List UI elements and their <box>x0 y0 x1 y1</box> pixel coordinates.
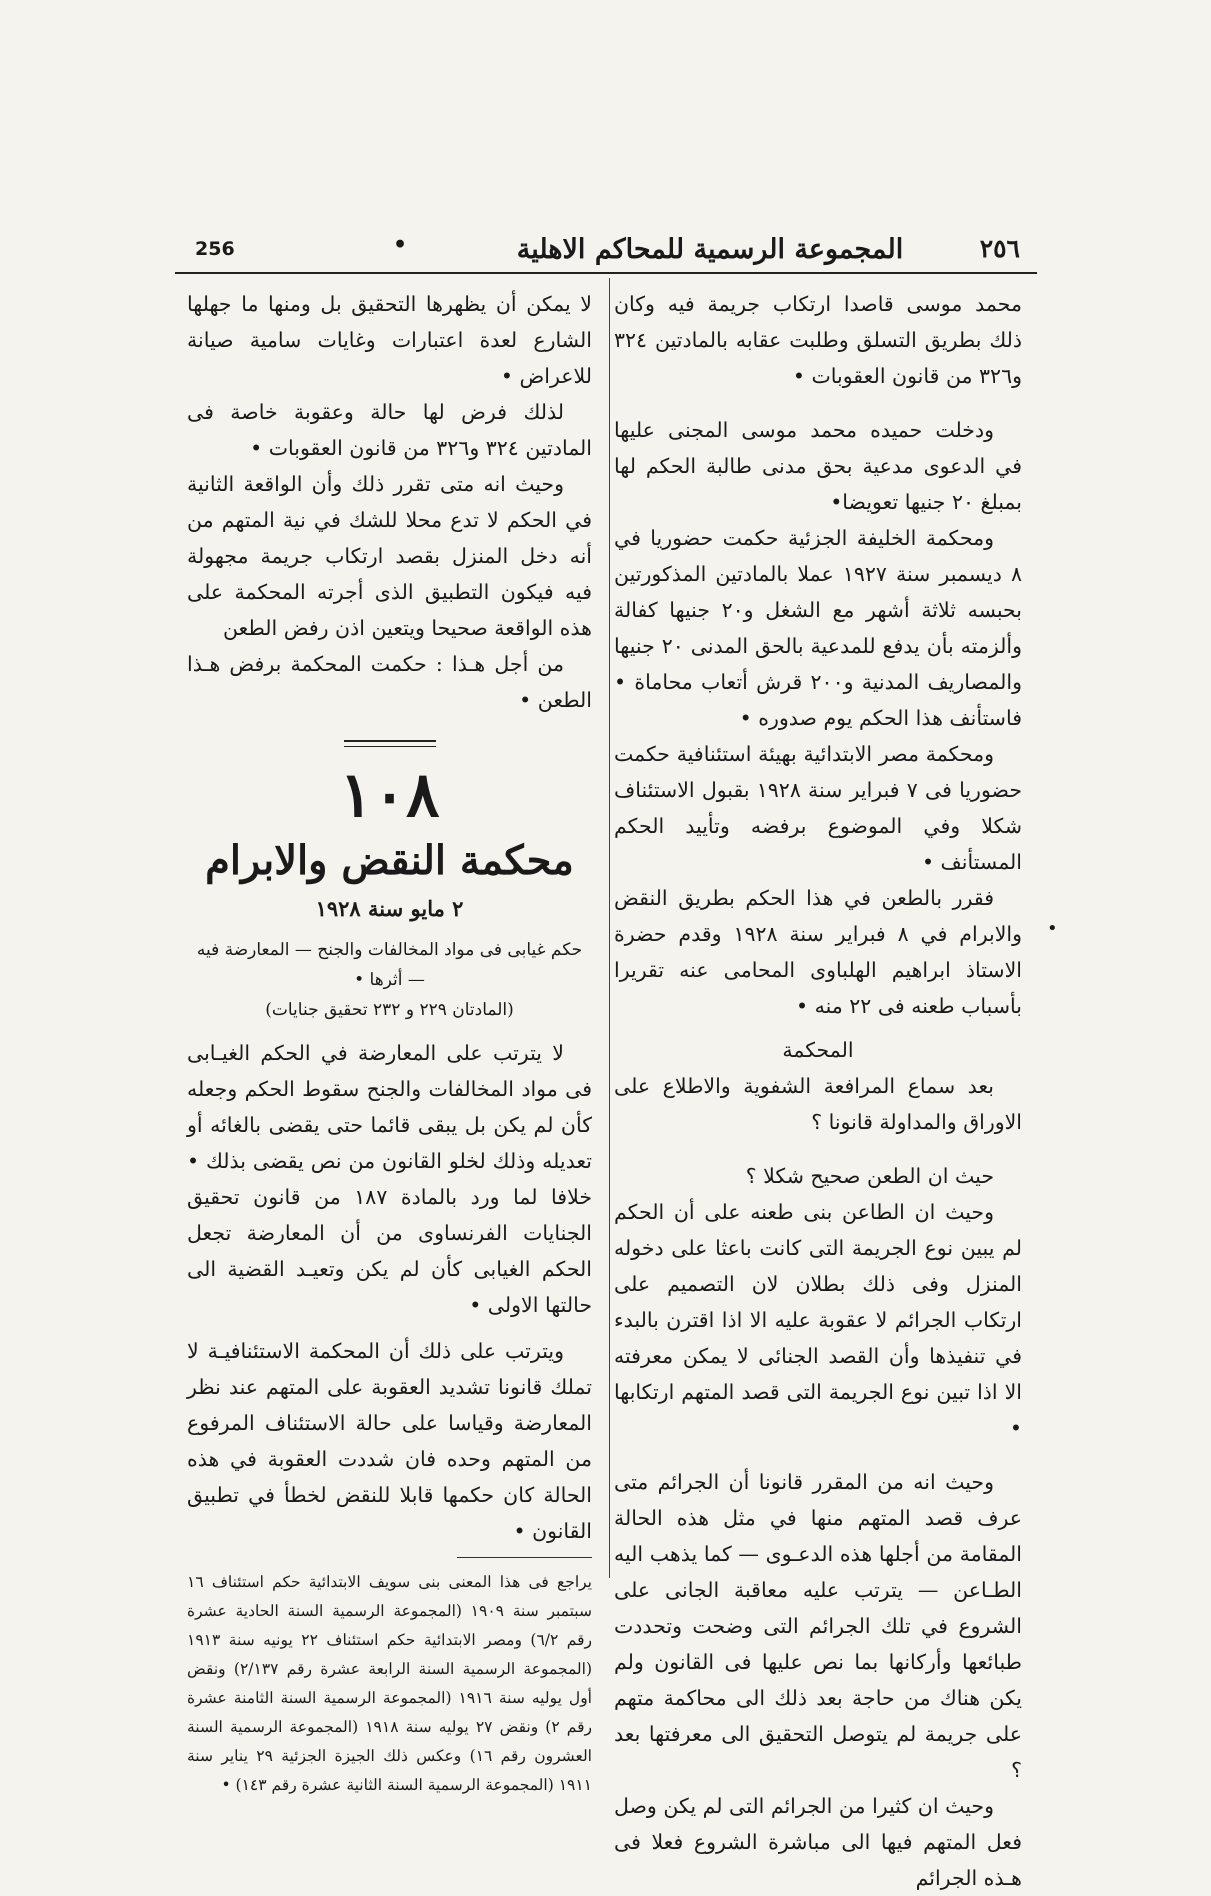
header-rule <box>175 272 1037 274</box>
paragraph: وحيث انه من المقرر قانونا أن الجرائم متى عرف قصد المتهم منها في مثل هذه الحالة المقامة من أجلها هذه الدعـوى — كما يذهب اليه الطـاعن — يترتب عليه معاقبة الجانى على الشروع في تلك الجرائم التى وضحت وتحددت طبائعها وأركانها بما نص عليها فى القانون ولم يكن هناك من حاجة بعد ذلك الى محاكمة متهم على جريمة لم يتوصل التحقيق الى معرفتها بعد ؟ <box>614 1470 1022 1782</box>
case-summary <box>187 935 592 1025</box>
footnote-rule <box>457 1557 592 1558</box>
court-name: محكمة النقض والابرام <box>205 837 574 884</box>
paragraph: حيث ان الطعن صحيح شكلا ؟ <box>745 1164 994 1188</box>
page-header <box>175 232 1035 272</box>
section-rule <box>344 740 436 742</box>
paragraph: لا يترتب على المعارضة في الحكم الغيـابى فى مواد المخالفات والجنح سقوط الحكم وجعله كأن لم يكن بل يبقى قائما حتى يقضى بالغائه أو تعديله وذلك لخلو القانون من نص يقضى بذلك • خلافا لما ورد بالمادة ١٨٧ من قانون تحقيق الجنايات الفرنساوى من أن المعارضة تجعل الحكم الغيابى كأن لم يكن وتعيـد القضية الى حالتها الاولى • <box>187 1041 593 1317</box>
paragraph: لا يمكن أن يظهرها التحقيق بل ومنها ما جهلها الشارع لعدة اعتبارات وغايات سامية صيانة للاعراض • <box>187 292 592 388</box>
running-title: المجموعة الرسمية للمحاكم الاهلية <box>516 234 904 265</box>
header-separator: • <box>393 232 408 258</box>
case-number: ١٠٨ <box>339 758 440 831</box>
margin-mark: • <box>1047 918 1058 939</box>
right-column <box>614 286 1022 1896</box>
paragraph: وحيث ان كثيرا من الجرائم التى لم يكن وصل فعل المتهم فيها الى مباشرة الشروع فعلا فى هـذه الجرائم <box>614 1794 1022 1890</box>
paragraph: بعد سماع المرافعة الشفوية والاطلاع على الاوراق والمداولة قانونا ؟ <box>614 1074 1022 1134</box>
paragraph: ويترتب على ذلك أن المحكمة الاستئنافيـة لا تملك قانونا تشديد العقوبة على المتهم عند نظر المعارضة وقياسا على حالة الاستئناف المرفوع من المتهم وحده فان شددت العقوبة في هذه الحالة كان حكمها قابلا للنقض لخطأ في تطبيق القانون • <box>187 1339 592 1543</box>
footnote: يراجع فى هذا المعنى بنى سويف الابتدائية حكم استئناف ١٦ سبتمبر سنة ١٩٠٩ (المجموعة الرسمية السنة الحادية عشرة رقم ٦/٢) ومصر الابتدائية حكم استئناف ٢٢ يونيه سنة ١٩١٣ (المجموعة الرسمية السنة الرابعة عشرة رقم ٢/١٣٧) ونقض أول يوليه سنة ١٩١٦ (المجموعة الرسمية السنة الثامنة عشرة رقم ٢) ونقض ٢٧ يوليه سنة ١٩١٨ (المجموعة الرسمية السنة العشرون رقم ١٦) وعكس ذلك الجيزة الجزئية ٢٩ يناير سنة ١٩١١ (المجموعة الرسمية السنة الثانية عشرة رقم ١٤٣) • <box>187 1573 592 1794</box>
summary-line: (المادتان ٢٢٩ و ٢٣٢ تحقيق جنايات) <box>265 1000 514 1020</box>
paragraph: فقرر بالطعن في هذا الحكم بطريق النقض والابرام في ٨ فبراير سنة ١٩٢٨ وقدم حضرة الاستاذ ابراهيم الهلباوى المحامى عنه تقريرا بأسباب طعنه فى ٢٢ منه • <box>614 886 1022 1018</box>
paragraph: لذلك فرض لها حالة وعقوبة خاصة فى المادتين ٣٢٤ و٣٢٦ من قانون العقوبات • <box>187 400 592 460</box>
paragraph: ودخلت حميده محمد موسى المجنى عليها في الدعوى مدعية بحق مدنى طالبة الحكم لها بمبلغ ٢٠ جنيها تعويضا• <box>614 418 1022 514</box>
paragraph: وحيث انه متى تقرر ذلك وأن الواقعة الثانية في الحكم لا تدع محلا للشك في نية المتهم من أنه دخل المنزل بقصد ارتكاب جريمة مجهولة فيه فيكون التطبيق الذى أجرته المحكمة على هذه الواقعة صحيحا ويتعين اذن رفض الطعن <box>187 472 592 640</box>
section-rule <box>344 746 436 747</box>
paragraph: ومحكمة مصر الابتدائية بهيئة استئنافية حكمت حضوريا فى ٧ فبراير سنة ١٩٢٨ بقبول الاستئناف شكلا وفي الموضوع برفضه وتأييد الحكم المستأنف • <box>614 742 1022 874</box>
paragraph: وحيث ان الطاعن بنى طعنه على أن الحكم لم يبين نوع الجريمة التى كانت باعثا على دخوله المنزل وفى ذلك بطلان لان التصميم على ارتكاب الجرائم لا عقوبة عليه الا اذا اقترن بالبدء في تنفيذها وأن القصد الجنائى لا يمكن معرفته الا اذا تبين نوع الجريمة التى قصد المتهم ارتكابها • <box>614 1200 1022 1440</box>
paragraph: ومحكمة الخليفة الجزئية حكمت حضوريا في ٨ ديسمبر سنة ١٩٢٧ عملا بالمادتين المذكورتين بحبسه ثلاثة أشهر مع الشغل و٢٠ جنيها كفالة وألزمته بأن يدفع للمدعية بالحق المدنى ٢٠ جنيها والمصاريف المدنية و٢٠٠ قرش أتعاب محاماة • فاستأنف هذا الحكم يوم صدوره • <box>614 526 1022 730</box>
summary-line: حكم غيابى فى مواد المخالفات والجنح — المعارضة فيه — أثرها • <box>196 940 583 990</box>
paragraph: من أجل هـذا : حكمت المحكمة برفض هـذا الطعن • <box>187 652 592 712</box>
page-number-latin: 256 <box>195 238 235 260</box>
page-number-arabic: ٢٥٦ <box>979 234 1020 263</box>
left-column <box>187 286 592 1800</box>
judgment-date: ٢ مايو سنة ١٩٢٨ <box>315 896 464 921</box>
paragraph: محمد موسى قاصدا ارتكاب جريمة فيه وكان ذلك بطريق التسلق وطلبت عقابه بالمادتين ٣٢٤ و٣٢٦ من قانون العقوبات • <box>614 292 1022 388</box>
section-heading: المحكمة <box>782 1038 854 1062</box>
column-divider <box>609 278 610 1578</box>
